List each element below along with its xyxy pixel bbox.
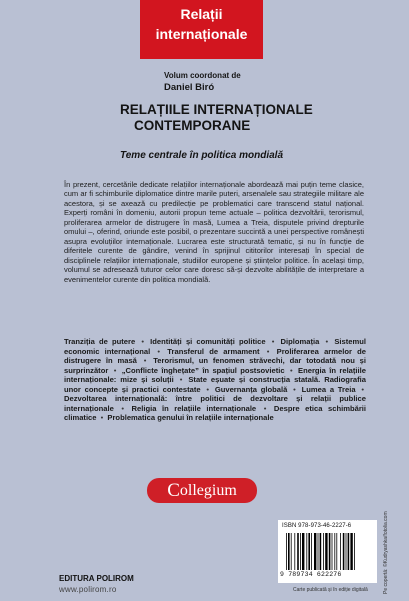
description	[64, 180, 364, 284]
topic-separator: •	[98, 413, 106, 422]
topic-item: Dezvoltarea internațională: între politici de dezvoltare și relații publice internaționale	[64, 394, 366, 413]
barcode-panel	[278, 520, 377, 583]
isbn: ISBN 978-973-46-2227-6	[282, 523, 352, 529]
book-title	[120, 102, 330, 134]
topic-item: Lumea a Treia	[301, 384, 356, 394]
topic-separator: •	[202, 384, 213, 394]
publisher-block	[59, 573, 134, 595]
topic-item: Problematica genului în relațiile internaționale	[107, 413, 274, 422]
topic-separator: •	[152, 346, 166, 356]
description-text: În prezent, cercetările dedicate relațiilor internaționale abordează mai puțin teme clasice, cum ar fi schimburile diplomatice dintre marile puteri, arsenalele sau strategiile militare ale acestora, și se axează cu predilecție pe problematici care transcend statul național. Experți români în domeniu, autorii propun teme actuale – politica dezvoltării, terorismul, proliferarea armelor de distrugere în masă, Lumea a Treia, disputele privind drepturile omului –, oferind, oriunde este posibil, o prezentare succintă a unei perspective românești asupra evoluțiilor internaționale. Lucrarea este structurată tematic, și nu în funcție de diferitele curente de gândire, venind în sprijinul cititorilor interesați în special de disciplinele relațiilor internaționale, studiilor europene și științelor politice. În același timp, volumul se adresează tuturor celor care doresc să-și dezvolte abilitățile de interpretare a evenimentelor curente din politica mondială.	[64, 180, 364, 284]
topic-item: „Conflicte înghețate” în spațiul postsovietic	[121, 365, 285, 375]
topic-separator: •	[261, 346, 275, 356]
collegium-logo-rest: ollegium	[179, 481, 237, 499]
digital-edition-note: Carte publicată și în ediție digitală	[293, 587, 368, 593]
topic-item: Energia în relațiile internaționale: mize și soluții	[64, 365, 366, 384]
series-badge-line2: internaționale	[155, 26, 248, 42]
topic-item: Tranziția de putere	[64, 337, 136, 346]
topic-separator: •	[357, 384, 364, 394]
topic-separator: •	[137, 337, 149, 346]
collegium-logo	[147, 478, 257, 503]
topic-item: State eșuate și construcția statală. Radiografia unor concepte și practici contestate	[64, 375, 366, 394]
publisher-url: www.polirom.ro	[59, 585, 117, 594]
topic-separator: •	[175, 375, 187, 384]
topic-item: Guvernanța globală	[214, 384, 288, 394]
editor-label: Volum coordonat de	[164, 71, 241, 80]
publisher-name: EDITURA POLIROM	[59, 574, 134, 583]
photo-credit: Pe copertă: ©Kudryashka/fotolia.com	[383, 511, 389, 594]
book-subtitle: Teme centrale în politica mondială	[120, 150, 284, 161]
book-title-line2: CONTEMPORANE	[134, 118, 251, 133]
series-badge-line1: Relații	[180, 6, 223, 22]
topic-separator: •	[115, 403, 130, 413]
barcode-icon	[286, 533, 368, 570]
topic-item: Proliferarea armelor de distrugere în masă	[64, 346, 366, 365]
barcode-number: 9 789734 622276	[280, 571, 342, 578]
topic-separator: •	[321, 337, 333, 346]
editor-name: Daniel Biró	[164, 82, 215, 93]
editor-block	[164, 71, 241, 94]
topic-separator: •	[286, 365, 297, 375]
topic-item: Religia în relațiile internaționale	[131, 403, 257, 413]
topic-item: Identități și comunități politice	[150, 337, 266, 346]
topic-separator: •	[138, 356, 152, 365]
topic-separator: •	[289, 384, 300, 394]
collegium-logo-initial: C	[167, 479, 180, 501]
book-title-line1: RELAȚIILE INTERNAȚIONALE	[120, 102, 313, 117]
topic-item: Diplomația	[280, 337, 320, 346]
topic-separator: •	[110, 365, 120, 375]
topic-item: Terorismul, un fenomen străvechi, dar totodată nou și surprinzător	[64, 356, 366, 375]
topic-item: Sistemul economic internațional	[64, 337, 366, 356]
topic-item: Despre etica schimbării climatice	[64, 403, 366, 422]
topic-item: Transferul de armament	[167, 346, 260, 356]
topic-separator: •	[267, 337, 279, 346]
series-badge	[140, 0, 263, 59]
topics-list	[64, 337, 366, 423]
topic-separator: •	[258, 403, 272, 413]
